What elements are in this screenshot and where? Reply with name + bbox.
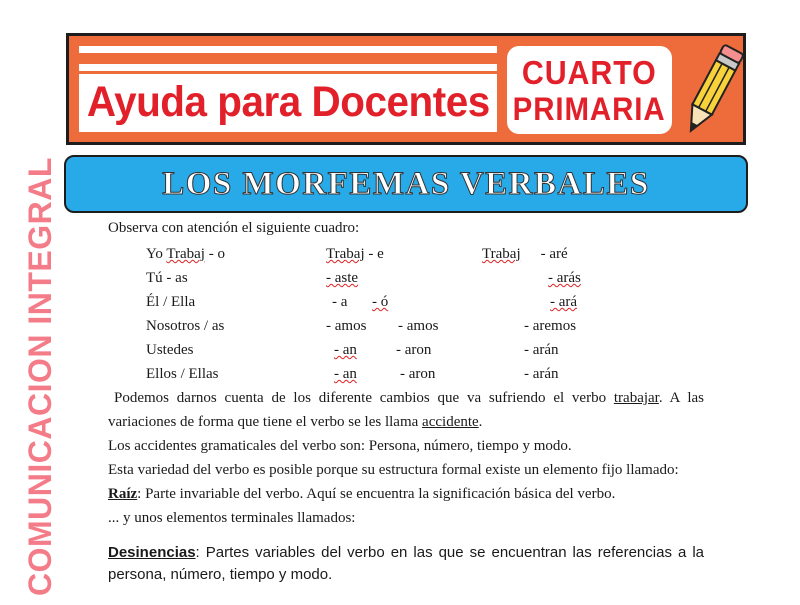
- pencil-icon: [677, 38, 747, 144]
- conjugation-past: - amos: [398, 318, 439, 334]
- grade-badge: [507, 46, 672, 134]
- banner-title: Ayuda para Docentes: [86, 77, 490, 126]
- conjugation-past: - an: [334, 342, 357, 358]
- conjugation-past: - an: [334, 366, 357, 382]
- verb-term: trabajar: [613, 390, 659, 406]
- conjugation-past: - aron: [400, 366, 436, 382]
- level-label: PRIMARIA: [513, 90, 666, 127]
- side-label: COMUNICACION INTEGRAL: [22, 157, 58, 596]
- conjugation-future: - aremos: [524, 318, 577, 334]
- root-term: Raíz: [108, 486, 138, 502]
- intro-text: Observa con atención el siguiente cuadro:: [108, 220, 360, 236]
- accident-term: accidente: [422, 414, 479, 430]
- paragraph: Raíz: Parte invariable del verbo. Aquí se encuentra la significación básica del verbo.: [108, 486, 616, 502]
- grade-label: CUARTO: [522, 53, 657, 91]
- banner-stripe: [79, 64, 497, 71]
- endings-term: Desinencias: [108, 544, 196, 561]
- paragraph: Desinencias: Partes variables del verbo en las que se encuentran las referencias a la persona, número, tiempo y modo.: [108, 544, 704, 583]
- conjugation-pronoun: Yo Trabaj - o: [146, 246, 225, 262]
- conjugation-future: - arás: [548, 270, 581, 286]
- conjugation-pronoun: Él / Ella: [146, 294, 196, 310]
- conjugation-pronoun: Ustedes: [146, 342, 194, 358]
- paragraph: Esta variedad del verbo es posible porque su estructura formal existe un elemento fijo llamado:: [108, 462, 679, 478]
- conjugation-pronoun: Ellos / Ellas: [146, 366, 219, 382]
- conjugation-pronoun: Tú - as: [146, 270, 188, 286]
- conjugation-pronoun: Nosotros / as: [146, 318, 225, 334]
- conjugation-past: - a: [332, 294, 348, 310]
- banner-title-box: [79, 74, 497, 130]
- conjugation-past: Trabaj - e: [326, 246, 384, 262]
- conjugation-future: - ará: [550, 294, 578, 310]
- conjugation-future: - arán: [524, 366, 559, 382]
- conjugation-future: Trabaj - aré: [482, 246, 568, 262]
- page-title: LOS MORFEMAS VERBALES: [162, 165, 650, 202]
- header-banner: [66, 33, 746, 145]
- paragraph: Los accidentes gramaticales del verbo son: Persona, número, tiempo y modo.: [108, 438, 572, 454]
- conjugation-past: - aron: [396, 342, 432, 358]
- verb-stem: Trabaj: [326, 246, 365, 262]
- conjugation-past: - aste: [326, 270, 359, 286]
- verb-stem: Trabaj: [482, 246, 521, 262]
- paragraph: ... y unos elementos terminales llamados:: [108, 510, 356, 526]
- verb-stem: Trabaj: [166, 246, 205, 262]
- conjugation-past: - ó: [372, 294, 389, 310]
- paragraph: Podemos darnos cuenta de los diferente cambios que va sufriendo el verbo trabajar. A las variaciones de forma que tiene el verbo se les llama accidente.: [108, 390, 705, 430]
- conjugation-past: - amos: [326, 318, 367, 334]
- banner-stripe: [79, 46, 497, 53]
- title-banner: [64, 155, 748, 213]
- conjugation-future: - arán: [524, 342, 559, 358]
